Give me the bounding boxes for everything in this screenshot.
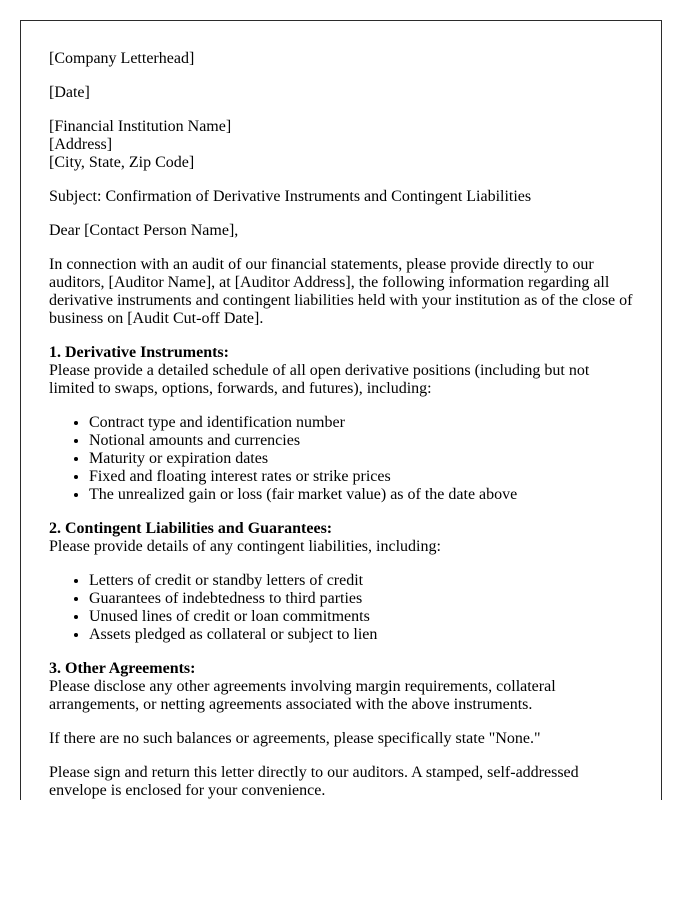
section-3-body: Please disclose any other agreements involving margin requirements, collateral arrangements, or netting agreements associated with the above instruments. bbox=[49, 678, 556, 713]
recipient-block bbox=[49, 118, 633, 172]
recipient-city-state-zip: [City, State, Zip Code] bbox=[49, 154, 195, 171]
letter-page bbox=[20, 20, 662, 800]
intro-paragraph: In connection with an audit of our financial statements, please provide directly to our auditors, [Auditor Name], at [Auditor Address], the following information regarding all derivative instruments and contingent liabilities held with your institution as of the close of business on [Audit Cut-off Date]. bbox=[49, 256, 633, 327]
list-item: • Letters of credit or standby letters of credit bbox=[89, 572, 633, 590]
list-item: • Fixed and floating interest rates or strike prices bbox=[89, 468, 633, 486]
section-3-paragraph bbox=[49, 660, 633, 714]
list-item: • Unused lines of credit or loan commitments bbox=[89, 608, 633, 626]
section-1-heading: 1. Derivative Instruments: bbox=[49, 344, 229, 361]
list-item: • Assets pledged as collateral or subject to lien bbox=[89, 626, 633, 644]
none-statement-paragraph: If there are no such balances or agreements, please specifically state "None." bbox=[49, 730, 541, 747]
section-3-heading: 3. Other Agreements: bbox=[49, 660, 196, 677]
recipient-address: [Address] bbox=[49, 136, 113, 153]
section-2-paragraph bbox=[49, 520, 633, 556]
list-item: • The unrealized gain or loss (fair market value) as of the date above bbox=[89, 486, 633, 504]
list-item: • Contract type and identification number bbox=[89, 414, 633, 432]
letterhead-line: [Company Letterhead] bbox=[49, 50, 195, 67]
list-item: • Notional amounts and currencies bbox=[89, 432, 633, 450]
closing-paragraph: Please sign and return this letter directly to our auditors. A stamped, self-addressed envelope is enclosed for your convenience. bbox=[49, 764, 579, 799]
list-item: • Maturity or expiration dates bbox=[89, 450, 633, 468]
section-2-heading: 2. Contingent Liabilities and Guarantees: bbox=[49, 520, 333, 537]
section-1-body: Please provide a detailed schedule of all open derivative positions (including but not limited to swaps, options, forwards, and futures), including: bbox=[49, 362, 590, 397]
recipient-name: [Financial Institution Name] bbox=[49, 118, 232, 135]
subject-line: Subject: Confirmation of Derivative Instruments and Contingent Liabilities bbox=[49, 188, 532, 205]
section-2-bullet-list bbox=[49, 572, 633, 644]
section-1-bullet-list bbox=[49, 414, 633, 504]
section-1-paragraph bbox=[49, 344, 633, 398]
date-line: [Date] bbox=[49, 84, 90, 101]
salutation-line: Dear [Contact Person Name], bbox=[49, 222, 239, 239]
section-2-body: Please provide details of any contingent liabilities, including: bbox=[49, 538, 441, 555]
list-item: • Guarantees of indebtedness to third parties bbox=[89, 590, 633, 608]
